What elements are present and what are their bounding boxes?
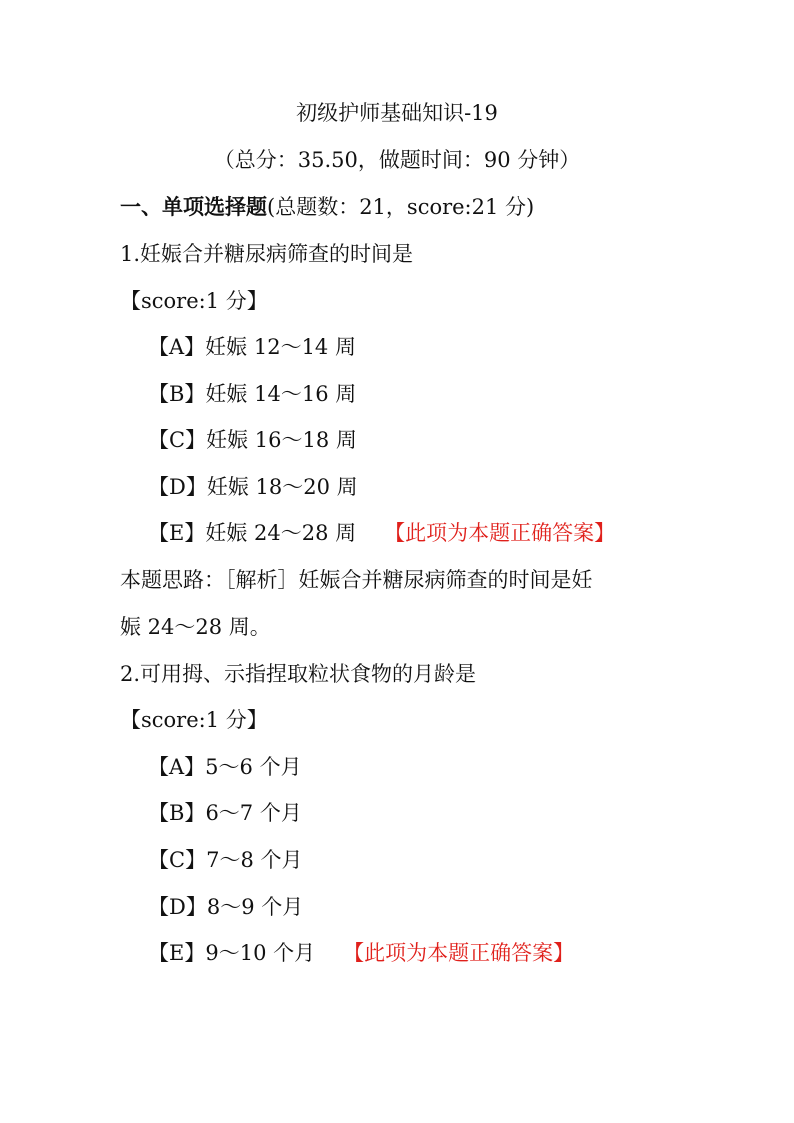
- option-letter: 【B】: [148, 801, 206, 825]
- option-text: 妊娠 12～14 周: [205, 335, 356, 359]
- option-letter: 【C】: [148, 848, 207, 872]
- analysis-text: 本题思路：［解析］妊娠合并糖尿病筛查的时间是妊: [120, 568, 593, 592]
- option-row: [148, 426, 357, 454]
- correct-answer-mark: 【此项为本题正确答案】: [343, 941, 575, 965]
- document-subtitle: （总分：35.50，做题时间：90 分钟）: [213, 148, 581, 172]
- option-text: 5～6 个月: [205, 755, 302, 779]
- option-text: 9～10 个月: [205, 941, 316, 965]
- option-row: [148, 473, 358, 501]
- option-letter: 【D】: [148, 895, 207, 919]
- section-meta: (总题数：21，score:21 分): [267, 195, 535, 219]
- option-text: 妊娠 24～28 周: [205, 521, 357, 545]
- option-row: [148, 380, 356, 408]
- option-letter: 【A】: [148, 755, 206, 779]
- section-header: [120, 193, 534, 221]
- option-row: [148, 519, 615, 547]
- option-text: 7～8 个月: [206, 848, 303, 872]
- question-stem: 1.妊娠合并糖尿病筛查的时间是: [120, 242, 414, 266]
- option-row: [148, 846, 302, 874]
- option-text: 8～9 个月: [206, 895, 304, 919]
- option-letter: 【E】: [148, 941, 206, 965]
- option-letter: 【E】: [148, 521, 206, 545]
- option-letter: 【C】: [148, 428, 207, 452]
- option-row: [148, 893, 303, 921]
- option-row: [148, 753, 302, 781]
- option-text: 6～7 个月: [205, 801, 302, 825]
- option-row: [148, 939, 574, 967]
- option-letter: 【B】: [148, 382, 206, 406]
- question-score: 【score:1 分】: [120, 708, 268, 732]
- analysis-text: 娠 24～28 周。: [120, 615, 271, 639]
- option-letter: 【A】: [148, 335, 206, 359]
- option-text: 妊娠 18～20 周: [206, 475, 358, 499]
- option-row: [148, 333, 356, 361]
- question-score: 【score:1 分】: [120, 289, 268, 313]
- correct-answer-mark: 【此项为本题正确答案】: [384, 521, 616, 545]
- option-row: [148, 799, 302, 827]
- document-title: 初级护师基础知识-19: [296, 101, 498, 125]
- option-letter: 【D】: [148, 475, 207, 499]
- option-text: 妊娠 14～16 周: [205, 382, 357, 406]
- section-heading: 一、单项选择题: [120, 194, 267, 219]
- question-stem: 2.可用拇、示指捏取粒状食物的月龄是: [120, 662, 477, 686]
- option-text: 妊娠 16～18 周: [206, 428, 357, 452]
